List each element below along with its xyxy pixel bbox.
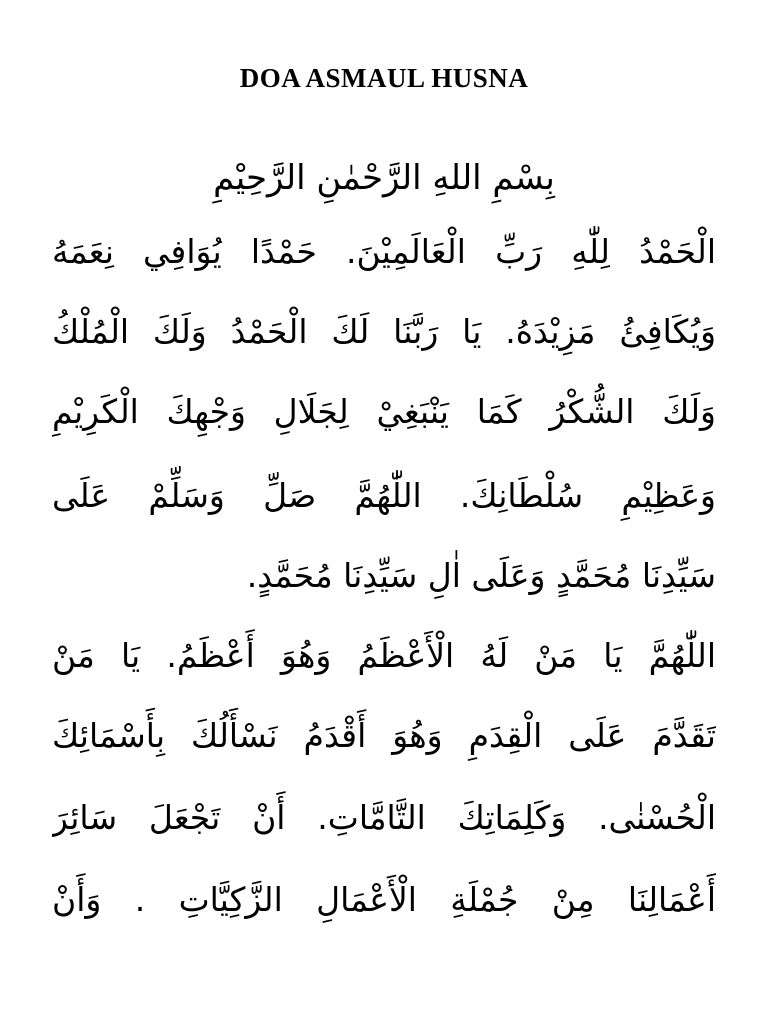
prayer-line-2: وَيُكَافِئُ مَزِيْدَهُ. يَا رَبَّنَا لَكَ الْحَمْدُ وَلَكَ الْمُلْكُ <box>52 312 716 351</box>
prayer-line-5: سَيِّدِنَا مُحَمَّدٍ وَعَلَى اٰلِ سَيِّدِنَا مُحَمَّدٍ. <box>246 556 716 595</box>
prayer-line-4: وَعَظِيْمِ سُلْطَانِكَ. اللّٰهُمَّ صَلِّ وَسَلِّمْ عَلَى <box>52 476 716 515</box>
prayer-line-7: تَقَدَّمَ عَلَى الْقِدَمِ وَهُوَ أَقْدَمُ نَسْأَلُكَ بِأَسْمَائِكَ <box>52 716 716 755</box>
prayer-line-6: اللّٰهُمَّ يَا مَنْ لَهُ الْأَعْظَمُ وَهُوَ أَعْظَمُ. يَا مَنْ <box>52 636 716 675</box>
prayer-line-1: الْحَمْدُ لِلّٰهِ رَبِّ الْعَالَمِيْنَ. حَمْدًا يُوَافِي نِعَمَهُ <box>52 232 716 271</box>
prayer-line-9: أَعْمَالِنَا مِنْ جُمْلَةِ الْأَعْمَالِ الزَّكِيَّاتِ . وَأَنْ <box>52 880 716 919</box>
prayer-line-8: الْحُسْنٰى. وَكَلِمَاتِكَ التَّامَّاتِ. أَنْ تَجْعَلَ سَائِرَ <box>52 798 716 837</box>
prayer-line-3: وَلَكَ الشُّكْرُ كَمَا يَنْبَغِيْ لِجَلَالِ وَجْهِكَ الْكَرِيْمِ <box>52 392 716 431</box>
document-title: DOA ASMAUL HUSNA <box>239 63 529 93</box>
basmala-line: بِسْمِ اللهِ الرَّحْمٰنِ الرَّحِيْمِ <box>213 158 555 198</box>
